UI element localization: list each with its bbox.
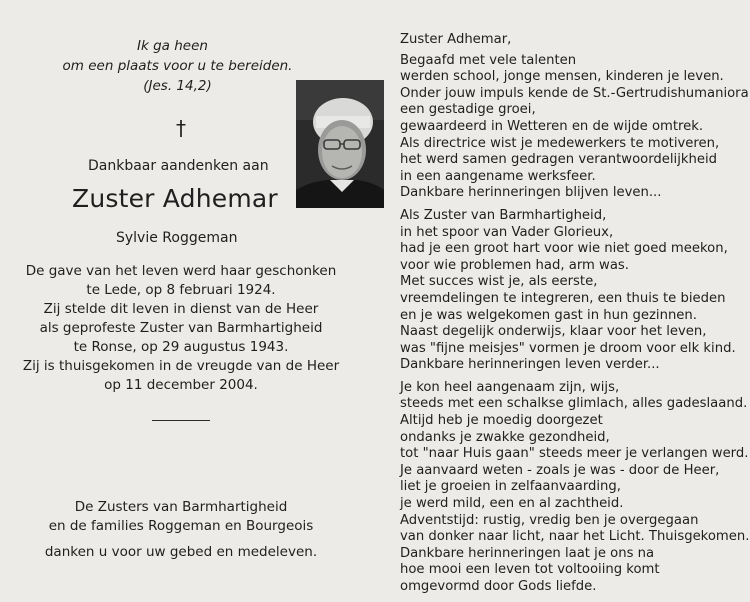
stanza-line: Altijd heb je moedig doorgezet bbox=[400, 413, 603, 429]
thanks-line: danken u voor uw gebed en medeleven. bbox=[44, 544, 318, 560]
stanza-line: Naast degelijk onderwijs, klaar voor het leven, bbox=[400, 324, 707, 340]
stanza-line: van donker naar licht, naar het Licht. Thuisgekomen. bbox=[400, 529, 750, 545]
portrait-image bbox=[296, 80, 384, 208]
stanza-line: en je was welgekomen gast in hun gezinnen. bbox=[400, 307, 697, 323]
stanza-line: Je aanvaard weten - zoals je was - door de Heer, bbox=[400, 462, 720, 478]
cross-icon: † bbox=[176, 116, 186, 140]
stanza-line: een gestadige groei, bbox=[400, 102, 536, 118]
stanza-line: Met succes wist je, als eerste, bbox=[400, 274, 598, 290]
tribute-stanza bbox=[400, 208, 745, 374]
bio-line: op 11 december 2004. bbox=[104, 377, 258, 393]
quote-reference: (Jes. 14,2) bbox=[143, 78, 212, 94]
stanza-line: liet je groeien in zelfaanvaarding, bbox=[400, 479, 621, 495]
bio-line: te Ronse, op 29 augustus 1943. bbox=[73, 339, 289, 355]
stanza-line: in het spoor van Vader Glorieux, bbox=[400, 224, 614, 240]
stanza-line: Je kon heel aangenaam zijn, wijs, bbox=[400, 379, 620, 395]
portrait-photo bbox=[296, 80, 384, 208]
stanza-line: Onder jouw impuls kende de St.-Gertrudishumaniora bbox=[400, 85, 749, 101]
stanza-line: was "fijne meisjes" vormen je droom voor elk kind. bbox=[400, 340, 736, 356]
divider bbox=[152, 420, 210, 421]
stanza-line: steeds met een schalkse glimlach, alles gadeslaand. bbox=[400, 396, 748, 412]
stanza-line: Adventstijd: rustig, vredig ben je overgegaan bbox=[400, 512, 699, 528]
bio-line: De gave van het leven werd haar geschonken bbox=[25, 263, 337, 279]
stanza-line: Dankbare herinneringen blijven leven... bbox=[400, 185, 662, 201]
stanza-line: voor wie problemen had, arm was. bbox=[400, 257, 629, 273]
bio-line: als geprofeste Zuster van Barmhartigheid bbox=[39, 320, 323, 336]
stanza-line: werden school, jonge mensen, kinderen je leven. bbox=[400, 69, 724, 85]
remembrance-heading: Dankbaar aandenken aan bbox=[88, 158, 269, 174]
stanza-line: tot "naar Huis gaan" steeds meer je verlangen werd. bbox=[400, 446, 749, 462]
tribute-stanza bbox=[400, 52, 749, 202]
stanza-line: Dankbare herinneringen leven verder... bbox=[400, 357, 660, 373]
stanza-line: Begaafd met vele talenten bbox=[400, 52, 577, 68]
tribute-text bbox=[400, 32, 750, 602]
stanza-line: omgevormd door Gods liefde. bbox=[400, 579, 597, 594]
stanza-line: gewaardeerd in Wetteren en de wijde omtrek. bbox=[400, 118, 704, 134]
signature-line: De Zusters van Barmhartigheid bbox=[74, 499, 288, 515]
bio-line: Zij stelde dit leven in dienst van de Heer bbox=[43, 301, 319, 317]
bio-line: Zij is thuisgekomen in de vreugde van de Heer bbox=[22, 358, 340, 374]
bio-line: te Lede, op 8 februari 1924. bbox=[86, 282, 276, 298]
stanza-line: Als Zuster van Barmhartigheid, bbox=[400, 207, 607, 223]
stanza-line: hoe mooi een leven tot voltooiing komt bbox=[400, 562, 660, 578]
stanza-line: Dankbare herinneringen laat je ons na bbox=[400, 545, 655, 561]
biography bbox=[0, 262, 362, 395]
stanza-line: je werd mild, een en al zachtheid. bbox=[400, 496, 624, 512]
stanza-line: het werd samen gedragen verantwoordelijkheid bbox=[400, 152, 718, 168]
stanza-line: in een aangename werksfeer. bbox=[400, 168, 596, 184]
stanza-line: Als directrice wist je medewerkers te motiveren, bbox=[400, 135, 720, 151]
family-signature bbox=[0, 498, 362, 536]
stanza-line: ondanks je zwakke gezondheid, bbox=[400, 429, 610, 445]
left-panel bbox=[0, 0, 375, 599]
tribute-greeting: Zuster Adhemar, bbox=[400, 32, 512, 47]
signature-line: en de families Roggeman en Bourgeois bbox=[48, 518, 314, 534]
birth-name: Sylvie Roggeman bbox=[116, 230, 238, 246]
deceased-name: Zuster Adhemar bbox=[72, 184, 278, 213]
quote-line: Ik ga heen bbox=[137, 38, 208, 54]
tribute-stanza bbox=[400, 379, 750, 596]
stanza-line: vreemdelingen te integreren, een thuis te bieden bbox=[400, 290, 726, 306]
stanza-line: had je een groot hart voor wie niet goed meekon, bbox=[400, 241, 728, 257]
quote-line: om een plaats voor u te bereiden. bbox=[62, 58, 293, 74]
